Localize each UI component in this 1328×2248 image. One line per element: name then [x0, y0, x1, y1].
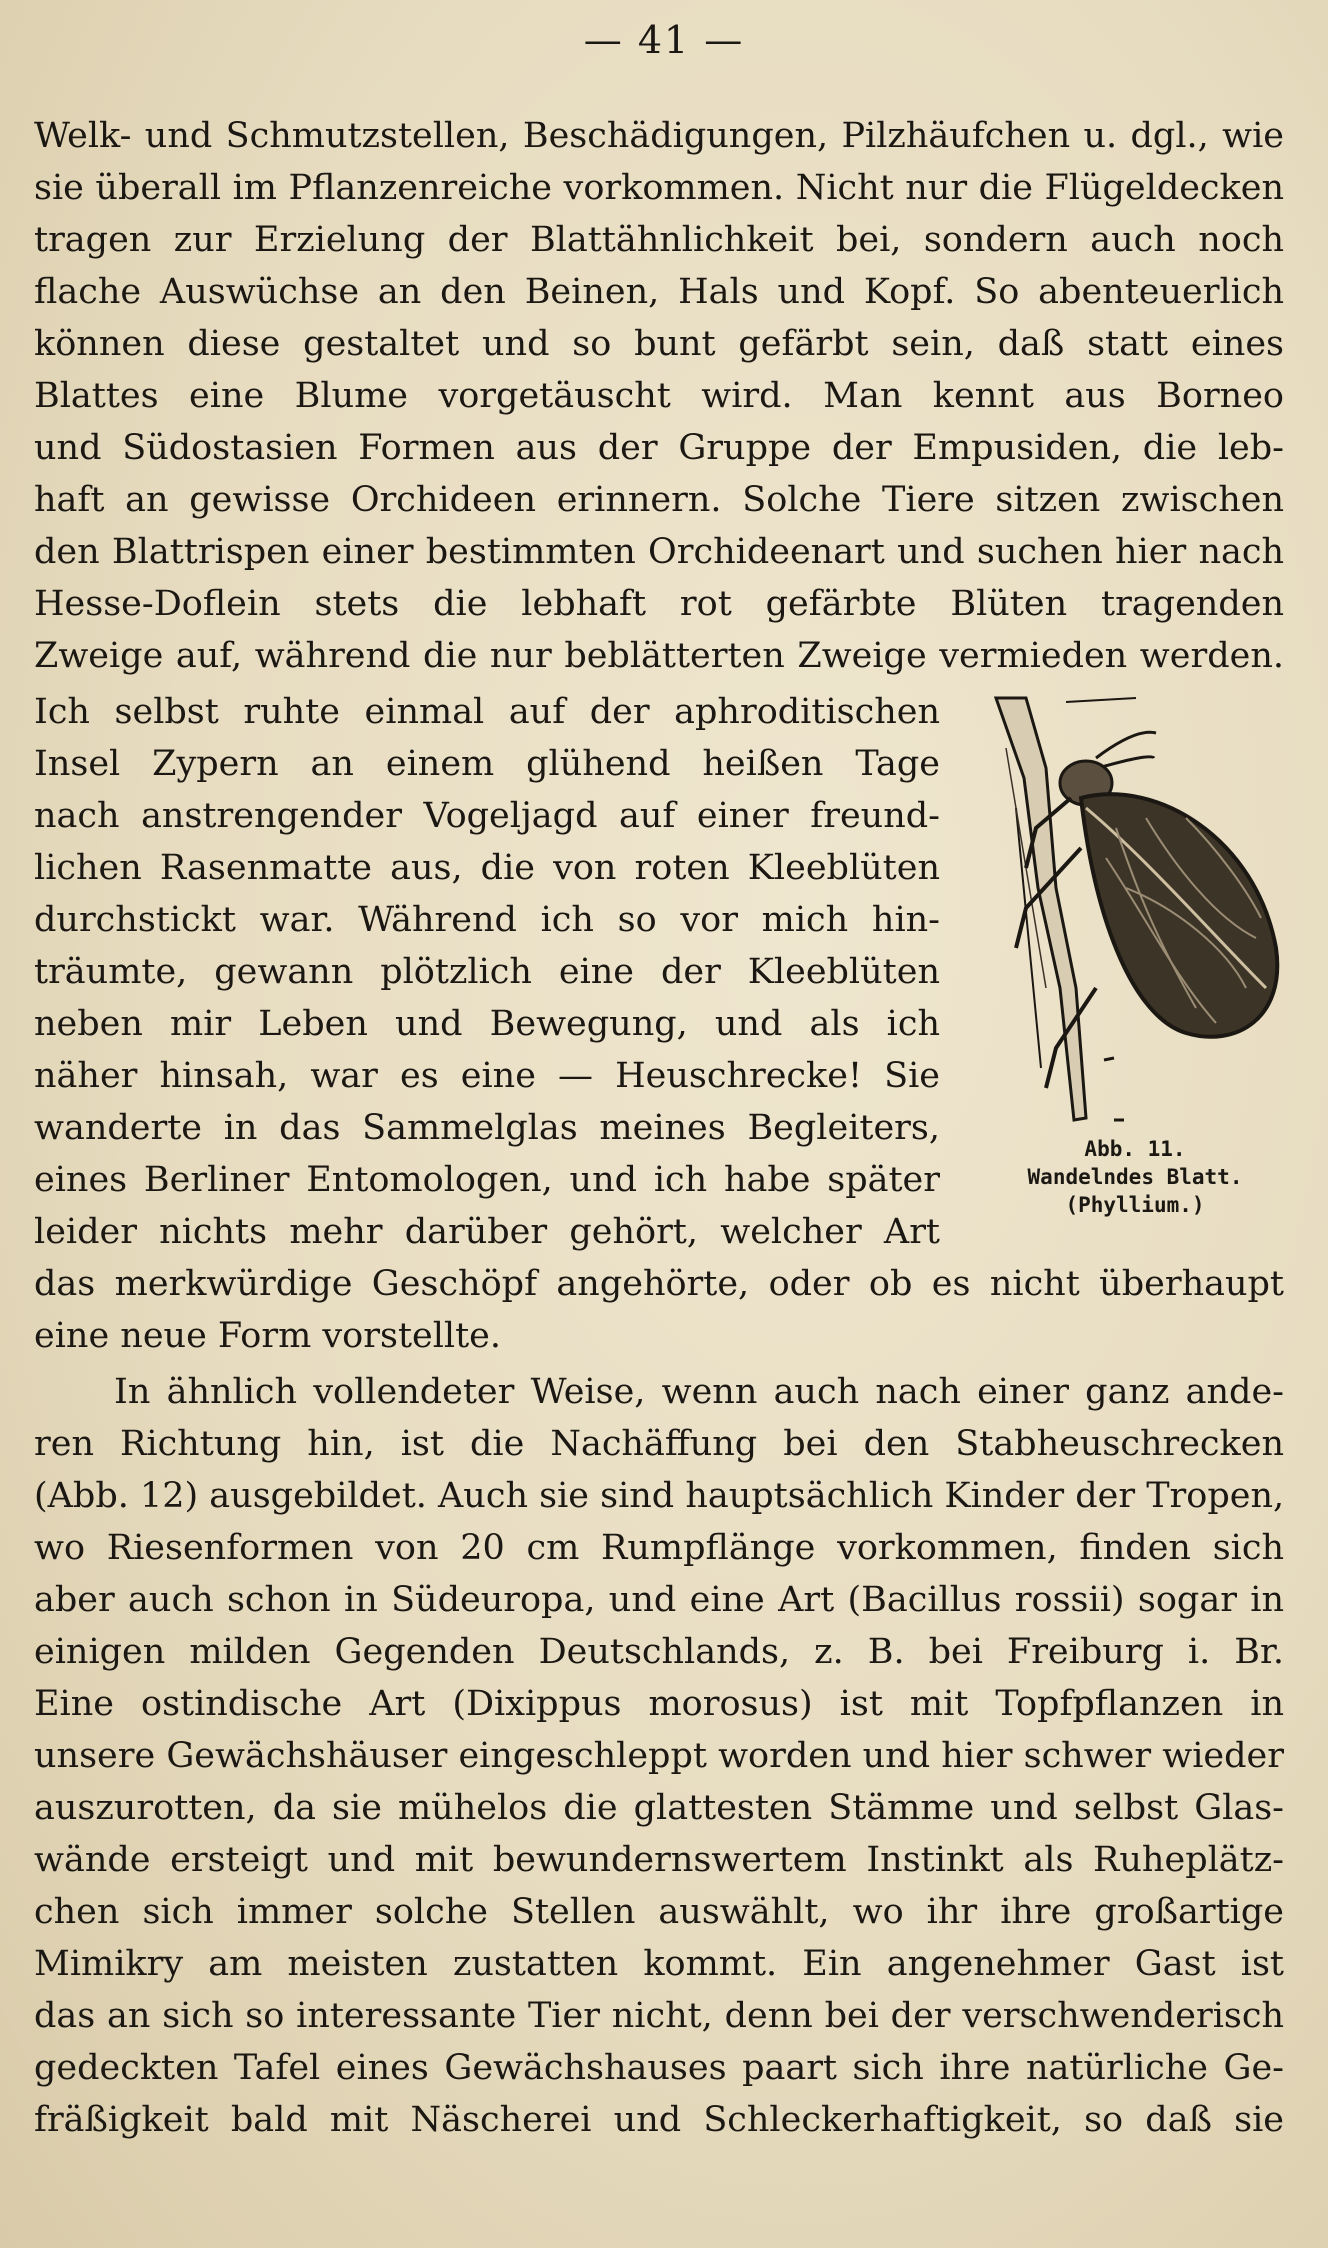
page-number: — 41 — — [583, 18, 745, 62]
text-line: neben mir Leben und Bewegung, und als ich — [34, 1004, 940, 1044]
figure-caption-species: (Phyllium.) — [1065, 1193, 1205, 1217]
text-line: einigen milden Gegenden Deutschlands, z. B. bei Freiburg i. Br. — [34, 1632, 1284, 1672]
text-line: den Blattrispen einer bestimmten Orchideenart und suchen hier nach — [34, 532, 1284, 572]
text-line: Hesse-Doflein stets die lebhaft rot gefärbte Blüten tragenden — [34, 584, 1284, 624]
text-line: nach anstrengender Vogeljagd auf einer freund- — [34, 796, 940, 836]
text-line: lichen Rasenmatte aus, die von roten Kleeblüten — [34, 848, 940, 888]
text-line: chen sich immer solche Stellen auswählt, wo ihr ihre großartige — [34, 1892, 1284, 1932]
text-line: eine neue Form vorstellte. — [34, 1316, 502, 1356]
figure-caption-number: Abb. 11. — [1084, 1137, 1186, 1161]
text-line: träumte, gewann plötzlich eine der Kleeblüten — [34, 952, 940, 992]
text-line: wanderte in das Sammelglas meines Begleiters, — [34, 1108, 940, 1148]
text-line: durchstickt war. Während ich so vor mich hin- — [34, 900, 940, 940]
text-line: sie überall im Pflanzenreiche vorkommen. Nicht nur die Flügeldecken — [34, 168, 1284, 208]
text-line: fräßigkeit bald mit Näscherei und Schleckerhaftigkeit, so daß sie — [34, 2100, 1284, 2140]
text-line: Insel Zypern an einem glühend heißen Tage — [34, 744, 940, 784]
text-line: gedeckten Tafel eines Gewächshauses paart sich ihre natürliche Ge- — [34, 2048, 1284, 2088]
text-line: tragen zur Erzielung der Blattähnlichkeit bei, sondern auch noch — [34, 220, 1284, 260]
text-line: In ähnlich vollendeter Weise, wenn auch nach einer ganz ande- — [114, 1372, 1284, 1412]
text-line: haft an gewisse Orchideen erinnern. Solche Tiere sitzen zwischen — [34, 480, 1284, 520]
text-line: Eine ostindische Art (Dixippus morosus) ist mit Topfpflanzen in — [34, 1684, 1284, 1724]
text-line: eines Berliner Entomologen, und ich habe später — [34, 1160, 940, 1200]
leaf-insect-illustration — [986, 688, 1286, 1138]
text-line: näher hinsah, war es eine — Heuschrecke! Sie — [34, 1056, 940, 1096]
text-line: Blattes eine Blume vorgetäuscht wird. Man kennt aus Borneo — [34, 376, 1284, 416]
text-line: unsere Gewächshäuser eingeschleppt worden und hier schwer wieder — [34, 1736, 1284, 1776]
text-line: flache Auswüchse an den Beinen, Hals und Kopf. So abenteuerlich — [34, 272, 1284, 312]
text-line: auszurotten, da sie mühelos die glattesten Stämme und selbst Glas- — [34, 1788, 1284, 1828]
text-line: ren Richtung hin, ist die Nachäffung bei den Stabheuschrecken — [34, 1424, 1284, 1464]
text-line: Zweige auf, während die nur beblätterten Zweige vermieden werden. — [34, 636, 1284, 676]
text-line: Mimikry am meisten zustatten kommt. Ein angenehmer Gast ist — [34, 1944, 1284, 1984]
text-line: (Abb. 12) ausgebildet. Auch sie sind hauptsächlich Kinder der Tropen, — [34, 1476, 1285, 1516]
text-line: Ich selbst ruhte einmal auf der aphroditischen — [34, 692, 940, 732]
figure-caption-title: Wandelndes Blatt. — [1027, 1165, 1243, 1189]
text-line: leider nichts mehr darüber gehört, welcher Art — [34, 1212, 940, 1252]
text-line: wände ersteigt und mit bewundernswertem Instinkt als Ruheplätz- — [34, 1840, 1284, 1880]
text-line: das an sich so interessante Tier nicht, denn bei der verschwenderisch — [34, 1996, 1284, 2036]
text-line: aber auch schon in Südeuropa, und eine Art (Bacillus rossii) sogar in — [34, 1580, 1284, 1620]
text-line: können diese gestaltet und so bunt gefärbt sein, daß statt eines — [34, 324, 1284, 364]
text-line: wo Riesenformen von 20 cm Rumpflänge vorkommen, finden sich — [34, 1528, 1284, 1568]
text-line: das merkwürdige Geschöpf angehörte, oder ob es nicht überhaupt — [34, 1264, 1284, 1304]
text-line: Welk- und Schmutzstellen, Beschädigungen, Pilzhäufchen u. dgl., wie — [34, 116, 1284, 156]
text-line: und Südostasien Formen aus der Gruppe der Empusiden, die leb- — [34, 428, 1284, 468]
